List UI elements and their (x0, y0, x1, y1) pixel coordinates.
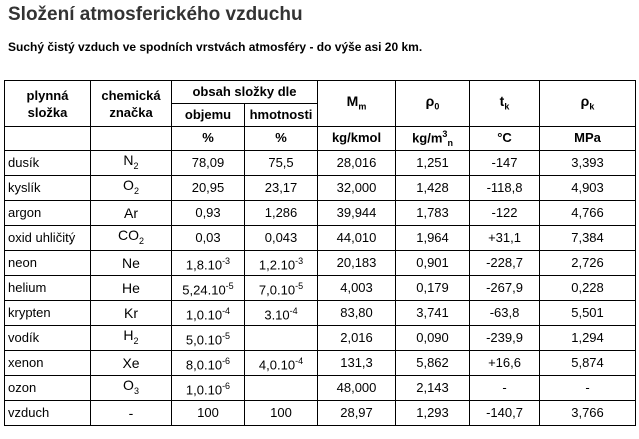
cell-gas-name (5, 175, 91, 200)
chemical-symbol-subscript: 2 (138, 235, 144, 246)
chemical-symbol: O (123, 377, 134, 394)
table-row (5, 150, 636, 175)
cell-chemical-symbol (91, 400, 172, 425)
cell-volume-percent (172, 350, 245, 375)
cell-density-normal (396, 400, 470, 425)
chemical-symbol: Ne (122, 254, 140, 271)
cell-critical-pressure-value: 2,726 (571, 254, 604, 270)
cell-mass-percent (245, 375, 318, 400)
cell-density-normal-value: 3,741 (416, 304, 449, 320)
chemical-symbol: O (123, 177, 134, 194)
header-molar-mass: $M_m$ (318, 81, 396, 127)
chemical-symbol-subscript: 2 (133, 185, 139, 196)
cell-gas-name (5, 350, 91, 375)
table-row (5, 175, 636, 200)
gas-name: ozon (8, 379, 37, 395)
cell-chemical-symbol (91, 175, 172, 200)
cell-critical-pressure (540, 200, 636, 225)
volume-value: 1,0.10 (185, 307, 223, 323)
cell-critical-temp (470, 225, 540, 250)
table-body (5, 150, 636, 425)
gas-name: kyslík (8, 179, 41, 195)
gas-name: helium (8, 279, 47, 295)
cell-mass-percent (245, 150, 318, 175)
chemical-symbol: He (122, 279, 140, 296)
header-mass: hmotnosti (245, 104, 318, 127)
cell-density-normal (396, 275, 470, 300)
volume-value: 0,93 (195, 204, 221, 220)
volume-exponent: -3 (222, 255, 231, 266)
cell-critical-pressure (540, 225, 636, 250)
cell-critical-temp-value: -228,7 (486, 254, 523, 270)
header-critical-pressure: $\rho_k$ (540, 81, 636, 127)
cell-volume-percent (172, 300, 245, 325)
cell-critical-temp (470, 325, 540, 350)
table-row (5, 300, 636, 325)
mass-value: 4,0.10 (258, 357, 296, 373)
cell-density-normal-value: 2,143 (416, 379, 449, 395)
cell-density-normal (396, 175, 470, 200)
cell-mass-percent (245, 300, 318, 325)
header-density-normal: $\rho_0$ (396, 81, 470, 127)
cell-density-normal (396, 300, 470, 325)
cell-density-normal-value: 1,783 (416, 204, 449, 220)
cell-critical-pressure (540, 400, 636, 425)
cell-critical-temp (470, 400, 540, 425)
mass-value: 75,5 (268, 154, 294, 170)
chemical-symbol-subscript: 2 (133, 160, 139, 171)
cell-critical-pressure (540, 150, 636, 175)
cell-critical-temp-value: -122 (491, 204, 518, 220)
header-symbol: chemická značka (91, 81, 172, 127)
volume-value: 8,0.10 (185, 357, 223, 373)
unit-density: $kg/m^3_n$ (396, 127, 470, 151)
mass-value: 100 (270, 404, 292, 420)
cell-molar-mass (318, 350, 396, 375)
table-row (5, 375, 636, 400)
cell-mass-percent (245, 175, 318, 200)
volume-value: 100 (197, 404, 219, 420)
gas-name: argon (8, 204, 42, 220)
cell-molar-mass-value: 48,000 (336, 379, 377, 395)
cell-molar-mass-value: 4,003 (340, 279, 373, 295)
mass-value: 1,2.10 (258, 257, 296, 273)
volume-value: 20,95 (191, 179, 225, 195)
cell-critical-temp (470, 150, 540, 175)
cell-critical-pressure-value: 3,393 (571, 154, 604, 170)
unit-temperature: °C (470, 127, 540, 151)
cell-chemical-symbol (91, 275, 172, 300)
cell-chemical-symbol (91, 350, 172, 375)
cell-critical-pressure-value: 5,501 (571, 304, 604, 320)
cell-molar-mass (318, 150, 396, 175)
cell-critical-pressure-value: 1,294 (571, 329, 604, 345)
table-row (5, 225, 636, 250)
mass-exponent: -4 (295, 355, 304, 366)
cell-volume-percent (172, 250, 245, 275)
cell-gas-name (5, 200, 91, 225)
chemical-symbol: CO (117, 227, 139, 244)
cell-molar-mass-value: 39,944 (336, 204, 377, 220)
cell-density-normal-value: 0,901 (416, 254, 449, 270)
table-row (5, 325, 636, 350)
cell-volume-percent (172, 400, 245, 425)
cell-chemical-symbol (91, 250, 172, 275)
gas-name: neon (8, 254, 37, 270)
volume-value: 5,0.10 (185, 332, 223, 348)
cell-critical-temp (470, 375, 540, 400)
cell-volume-percent (172, 200, 245, 225)
gas-name: xenon (8, 354, 44, 370)
volume-exponent: -6 (222, 355, 231, 366)
volume-exponent: -5 (225, 280, 234, 291)
cell-molar-mass (318, 400, 396, 425)
cell-volume-percent (172, 375, 245, 400)
cell-critical-pressure (540, 175, 636, 200)
cell-mass-percent (245, 275, 318, 300)
volume-exponent: -6 (222, 380, 231, 391)
cell-critical-pressure-value: 7,384 (571, 229, 604, 245)
cell-critical-temp-value: -239,9 (486, 329, 523, 345)
cell-molar-mass (318, 200, 396, 225)
chemical-symbol-subscript: 2 (133, 335, 139, 346)
chemical-symbol: N (123, 152, 134, 169)
cell-critical-pressure-value: - (585, 379, 590, 395)
cell-volume-percent (172, 150, 245, 175)
cell-critical-pressure-value: 3,766 (571, 404, 604, 420)
page-subtitle: Suchý čistý vzduch ve spodních vrstvách atmosféry - do výše asi 20 km. (8, 40, 423, 54)
table-row (5, 350, 636, 375)
cell-critical-pressure (540, 300, 636, 325)
cell-molar-mass-value: 83,80 (340, 304, 373, 320)
chemical-symbol: Kr (124, 304, 138, 321)
mass-exponent: -3 (295, 255, 304, 266)
cell-critical-temp-value: -267,9 (486, 279, 523, 295)
mass-value: 0,043 (264, 229, 298, 245)
cell-gas-name (5, 250, 91, 275)
cell-volume-percent (172, 225, 245, 250)
cell-density-normal (396, 325, 470, 350)
cell-critical-temp-value: -147 (491, 154, 518, 170)
cell-mass-percent (245, 400, 318, 425)
cell-mass-percent (245, 200, 318, 225)
cell-chemical-symbol (91, 375, 172, 400)
mass-value: 7,0.10 (258, 282, 296, 298)
gas-name: dusík (8, 154, 40, 170)
cell-critical-temp-value: -140,7 (486, 404, 523, 420)
unit-mass: % (245, 127, 318, 151)
cell-gas-name (5, 300, 91, 325)
cell-molar-mass-value: 32,000 (336, 179, 377, 195)
cell-critical-pressure-value: 5,874 (571, 354, 604, 370)
table-row (5, 250, 636, 275)
cell-critical-temp-value: +31,1 (488, 229, 521, 245)
cell-molar-mass-value: 44,010 (336, 229, 377, 245)
cell-critical-temp (470, 350, 540, 375)
volume-value: 5,24.10 (182, 282, 226, 298)
cell-chemical-symbol (91, 150, 172, 175)
cell-critical-pressure (540, 250, 636, 275)
volume-value: 0,03 (195, 229, 221, 245)
volume-exponent: -5 (222, 330, 231, 341)
cell-critical-pressure-value: 4,903 (571, 179, 604, 195)
cell-density-normal-value: 5,862 (416, 354, 449, 370)
mass-value: 3.10 (264, 307, 290, 323)
cell-gas-name (5, 150, 91, 175)
volume-exponent: -4 (222, 305, 231, 316)
cell-molar-mass-value: 28,97 (340, 404, 373, 420)
cell-critical-temp (470, 300, 540, 325)
chemical-symbol-subscript: 3 (133, 385, 139, 396)
cell-density-normal (396, 200, 470, 225)
cell-chemical-symbol (91, 200, 172, 225)
cell-mass-percent (245, 350, 318, 375)
cell-mass-percent (245, 250, 318, 275)
cell-gas-name (5, 275, 91, 300)
cell-density-normal (396, 375, 470, 400)
gas-name: krypten (8, 304, 51, 320)
mass-value: 1,286 (264, 204, 298, 220)
unit-molar-mass: kg/kmol (318, 127, 396, 151)
cell-gas-name (5, 400, 91, 425)
cell-critical-temp-value: - (502, 379, 507, 395)
cell-mass-percent (245, 225, 318, 250)
cell-density-normal-value: 0,090 (416, 329, 449, 345)
cell-critical-pressure (540, 350, 636, 375)
header-gas: plynná složka (5, 81, 91, 127)
cell-chemical-symbol (91, 225, 172, 250)
cell-critical-temp-value: +16,6 (488, 354, 521, 370)
cell-chemical-symbol (91, 325, 172, 350)
cell-molar-mass (318, 175, 396, 200)
cell-critical-pressure (540, 375, 636, 400)
chemical-symbol: H (123, 327, 134, 344)
cell-critical-temp-value: -118,8 (486, 179, 523, 195)
cell-critical-temp (470, 200, 540, 225)
mass-exponent: -5 (295, 280, 304, 291)
cell-critical-temp-value: -63,8 (489, 304, 520, 320)
header-content: obsah složky dle (172, 81, 318, 104)
cell-gas-name (5, 375, 91, 400)
cell-density-normal (396, 150, 470, 175)
table-row (5, 275, 636, 300)
cell-density-normal (396, 350, 470, 375)
chemical-symbol: - (128, 404, 134, 421)
header-volume: objemu (172, 104, 245, 127)
unit-pressure: MPa (540, 127, 636, 151)
gas-name: oxid uhličitý (8, 229, 76, 245)
cell-molar-mass (318, 250, 396, 275)
gas-name: vzduch (8, 404, 50, 420)
chemical-symbol: Xe (122, 354, 140, 371)
cell-gas-name (5, 325, 91, 350)
table-row (5, 400, 636, 425)
cell-density-normal-value: 1,964 (416, 229, 449, 245)
chemical-symbol: Ar (124, 204, 138, 221)
unit-volume: % (172, 127, 245, 151)
cell-critical-pressure-value: 0,228 (571, 279, 604, 295)
cell-density-normal-value: 1,428 (416, 179, 449, 195)
cell-volume-percent (172, 175, 245, 200)
header-critical-temp: $t_k$ (470, 81, 540, 127)
cell-critical-temp (470, 275, 540, 300)
cell-chemical-symbol (91, 300, 172, 325)
gas-name: vodík (8, 329, 40, 345)
cell-volume-percent (172, 325, 245, 350)
cell-molar-mass-value: 131,3 (340, 354, 373, 370)
cell-mass-percent (245, 325, 318, 350)
cell-molar-mass (318, 225, 396, 250)
cell-critical-temp (470, 175, 540, 200)
mass-exponent: -4 (289, 305, 298, 316)
cell-density-normal-value: 1,251 (416, 154, 449, 170)
cell-volume-percent (172, 275, 245, 300)
composition-table (4, 80, 636, 426)
cell-density-normal (396, 250, 470, 275)
cell-critical-pressure (540, 275, 636, 300)
cell-molar-mass-value: 2,016 (340, 329, 373, 345)
cell-critical-pressure (540, 325, 636, 350)
cell-molar-mass-value: 20,183 (336, 254, 377, 270)
cell-density-normal (396, 225, 470, 250)
mass-value: 23,17 (264, 179, 298, 195)
cell-density-normal-value: 0,179 (416, 279, 449, 295)
cell-molar-mass (318, 375, 396, 400)
unit-symbol (91, 127, 172, 151)
table-row (5, 200, 636, 225)
cell-molar-mass (318, 325, 396, 350)
unit-gas (5, 127, 91, 151)
cell-critical-pressure-value: 4,766 (571, 204, 604, 220)
volume-value: 1,0.10 (185, 382, 223, 398)
cell-molar-mass-value: 28,016 (336, 154, 377, 170)
cell-molar-mass (318, 300, 396, 325)
cell-molar-mass (318, 275, 396, 300)
page-title: Složení atmosferického vzduchu (8, 4, 303, 25)
volume-value: 1,8.10 (185, 257, 223, 273)
cell-density-normal-value: 1,293 (416, 404, 449, 420)
volume-value: 78,09 (191, 154, 225, 170)
cell-gas-name (5, 225, 91, 250)
cell-critical-temp (470, 250, 540, 275)
